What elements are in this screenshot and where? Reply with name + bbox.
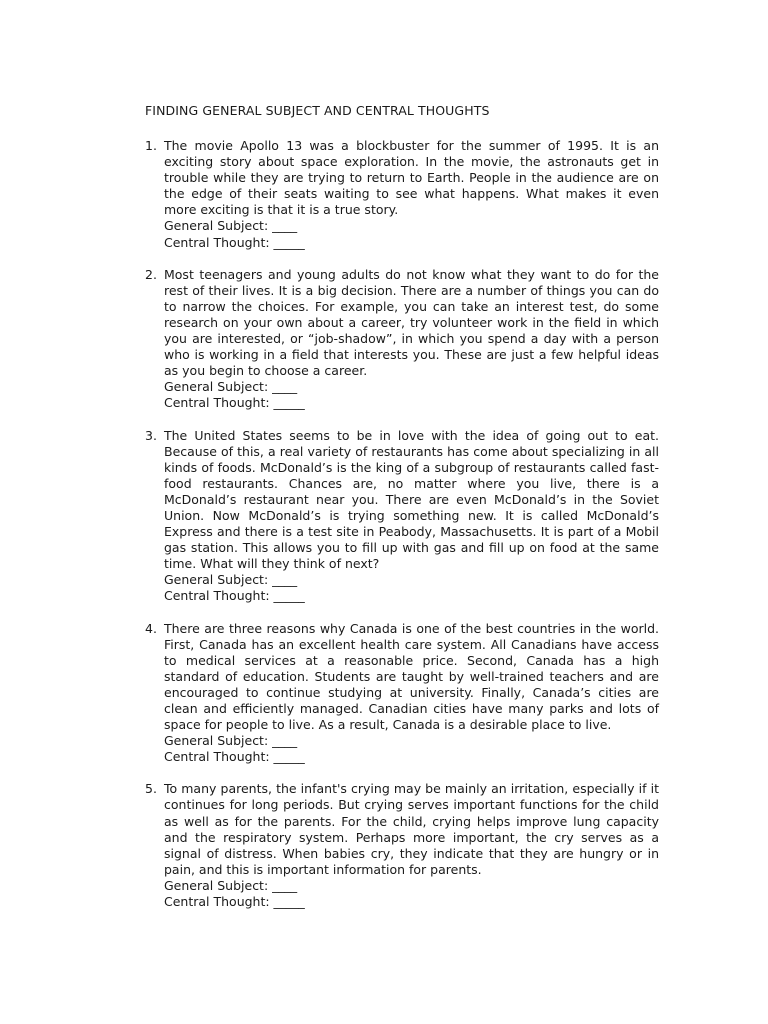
general-subject-field: General Subject: ____	[164, 218, 298, 234]
general-subject-field: General Subject: ____	[164, 572, 298, 588]
passage-text: The United States seems to be in love with the idea of going out to eat. Because of this, a real variety of restaurants has come about specializing in all kinds of foods. McDonald’s is the king of a subgroup of restaurants called fast-food restaurants. Chances are, no matter where you live, there is a McDonald’s restaurant near you. There are even McDonald’s in the Soviet Union. Now McDonald’s is trying something new. It is called McDonald’s Express and there is a test site in Peabody, Massachusetts. It is part of a Mobil gas station. This allows you to fill up with gas and fill up on food at the same time. What will they think of next?	[164, 427, 659, 572]
central-thought-field: Central Thought: _____	[164, 234, 305, 250]
passage-text: To many parents, the infant's crying may be mainly an irritation, especially if it continues for long periods. But crying serves important functions for the child as well as for the parents. For the child, crying helps improve lung capacity and the respiratory system. Perhaps more important, the cry serves as a signal of distress. When babies cry, they indicate that they are hungry or in pain, and this is important information for parents.	[164, 781, 659, 877]
item-body	[164, 781, 659, 910]
exercise-item-5	[145, 781, 659, 910]
item-number: 4.	[145, 620, 157, 636]
central-thought-field: Central Thought: _____	[164, 395, 305, 411]
passage-text: There are three reasons why Canada is one of the best countries in the world. First, Canada has an excellent health care system. All Canadians have access to medical services at a reasonable price. Second, Canada has a high standard of education. Students are taught by well-trained teachers and are encouraged to continue studying at university. Finally, Canada’s cities are clean and efficiently managed. Canadian cities have many parks and lots of space for people to live. As a result, Canada is a desirable place to live.	[164, 620, 659, 733]
exercise-item-1	[145, 138, 659, 251]
page-title: FINDING GENERAL SUBJECT AND CENTRAL THOUGHTS	[145, 103, 490, 118]
central-thought-field: Central Thought: _____	[164, 749, 305, 765]
item-number: 1.	[145, 138, 157, 153]
worksheet-page	[145, 103, 659, 926]
exercise-item-4	[145, 621, 659, 766]
item-number: 2.	[145, 266, 157, 282]
item-body	[164, 621, 659, 766]
item-number: 3.	[145, 427, 157, 443]
central-thought-field: Central Thought: _____	[164, 894, 305, 910]
central-thought-field: Central Thought: _____	[164, 588, 305, 604]
item-number: 5.	[145, 781, 157, 797]
general-subject-field: General Subject: ____	[164, 379, 298, 395]
passage-text: Most teenagers and young adults do not know what they want to do for the rest of their lives. It is a big decision. There are a number of things you can do to narrow the choices. For example, you can take an interest test, do some research on your own about a career, try volunteer work in the field in which you are interested, or “job-shadow”, in which you spend a day with a person who is working in a field that interests you. These are just a few helpful ideas as you begin to choose a career.	[164, 266, 659, 379]
general-subject-field: General Subject: ____	[164, 733, 298, 749]
general-subject-field: General Subject: ____	[164, 877, 298, 893]
exercise-item-2	[145, 267, 659, 412]
item-body	[164, 138, 659, 251]
passage-text: The movie Apollo 13 was a blockbuster for the summer of 1995. It is an exciting story about space exploration. In the movie, the astronauts get in trouble while they are trying to return to Earth. People in the audience are on the edge of their seats waiting to see what happens. What makes it even more exciting is that it is a true story.	[164, 138, 659, 218]
item-body	[164, 267, 659, 412]
exercise-item-3	[145, 428, 659, 605]
item-body	[164, 428, 659, 605]
